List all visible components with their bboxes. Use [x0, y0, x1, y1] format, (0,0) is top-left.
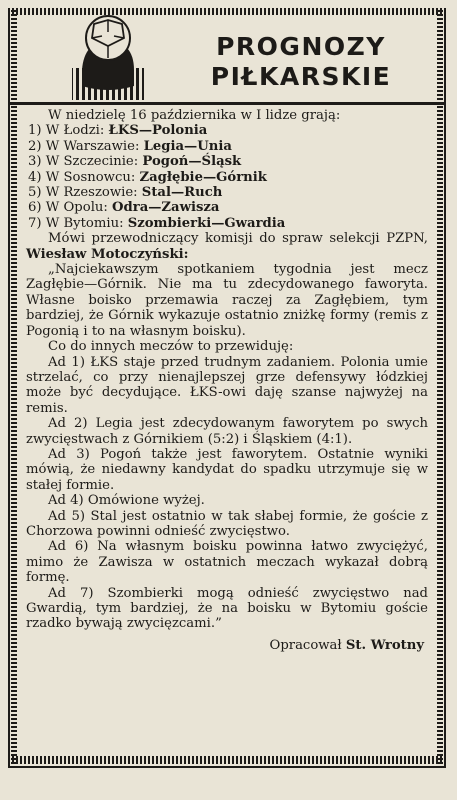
paragraph: Ad 6) Na własnym boisku powinna łatwo zwyciężyć, mimo że Zawisza w ostatnich meczach wykazał dobrą formę. [26, 539, 428, 586]
list-item [26, 170, 428, 185]
match-teams: Legia—Unia [143, 138, 232, 154]
left-frame-line [8, 8, 10, 768]
signature-label: Opracował [269, 637, 342, 653]
paragraph: Ad 3) Pogoń także jest faworytem. Ostatnie wyniki mówią, że niedawny kandydat do spadku utrzymuje się w stałej formie. [26, 446, 428, 493]
title-line-2: PIŁKARSKIE [210, 62, 392, 91]
article-body [26, 108, 428, 666]
match-teams: ŁKS—Polonia [108, 123, 208, 139]
match-teams: Odra—Zawisza [112, 200, 220, 216]
right-frame-line [444, 8, 446, 768]
bottom-hatched-border [8, 756, 446, 764]
fixtures-list [26, 123, 428, 231]
list-item [26, 154, 428, 169]
match-number: 6) [28, 200, 42, 216]
match-number: 3) [28, 154, 42, 170]
match-teams: Szombierki—Gwardia [127, 215, 286, 231]
paragraph: „Najciekawszym spotkaniem tygodnia jest mecz Zagłębie—Górnik. Nie ma tu zdecydowanego faworyta. Własne boisko przemawia raczej za Zagłębiem, tym bardziej, że Górnik wykazuje ostatnio zniżkę formy (remis z Pogonią i to na własnym boisku). [26, 262, 428, 339]
list-item [26, 139, 428, 154]
paragraph: Ad 2) Legia jest zdecydowanym faworytem po swych zwycięstwach z Górnikiem (5:2) i Śląskiem (4:1). [26, 416, 428, 447]
football-player-head-icon [64, 12, 156, 104]
match-city: W Szczecinie: [45, 154, 139, 170]
page-title [176, 32, 426, 92]
article-clipping [8, 8, 446, 768]
author-name: St. Wrotny [345, 637, 424, 653]
bottom-frame-line [8, 766, 446, 768]
list-item [26, 123, 428, 138]
list-item [26, 216, 428, 231]
list-item [26, 185, 428, 200]
speaker-text: Mówi przewodniczący komisji do spraw selekcji PZPN, [48, 231, 428, 247]
match-city: W Opolu: [45, 200, 108, 216]
paragraph: Ad 5) Stal jest ostatnio w tak słabej formie, że goście z Chorzowa powinni odnieść zwycięstwo. [26, 508, 428, 539]
match-teams: Stal—Ruch [141, 185, 223, 201]
paragraph: Ad 1) ŁKS staje przed trudnym zadaniem. Polonia umie strzelać, co przy nienajlepszej grze defensywy łódzkiej może być decydujące. ŁKS-owi daję szanse najwyżej na remis. [26, 354, 428, 416]
match-teams: Pogoń—Śląsk [142, 154, 242, 170]
match-teams: Zagłębie—Górnik [139, 169, 267, 185]
left-hatched-border [11, 8, 17, 768]
right-hatched-border [437, 8, 443, 768]
match-number: 4) [28, 169, 42, 185]
speaker-name: Wiesław Motoczyński: [26, 246, 189, 262]
title-line-1: PROGNOZY [216, 32, 386, 61]
match-number: 2) [28, 138, 42, 154]
list-item [26, 200, 428, 215]
match-city: W Łodzi: [45, 123, 105, 139]
match-number: 7) [28, 215, 42, 231]
match-city: W Sosnowcu: [45, 169, 136, 185]
match-city: W Rzeszowie: [45, 185, 138, 201]
match-city: W Bytomiu: [45, 215, 124, 231]
match-city: W Warszawie: [45, 138, 140, 154]
signature [26, 638, 428, 653]
match-number: 5) [28, 185, 42, 201]
header [64, 12, 426, 104]
paragraph: Ad 7) Szombierki mogą odnieść zwycięstwo nad Gwardią, tym bardziej, że na boisku w Bytomiu goście rzadko bywają zwycięzcami.” [26, 585, 428, 632]
match-number: 1) [28, 123, 42, 139]
intro-text: W niedzielę 16 października w I lidze grają: [48, 108, 341, 123]
speaker-intro [26, 231, 428, 262]
paragraph: Co do innych meczów to przewiduję: [48, 339, 294, 355]
paragraph: Ad 4) Omówione wyżej. [48, 493, 205, 509]
